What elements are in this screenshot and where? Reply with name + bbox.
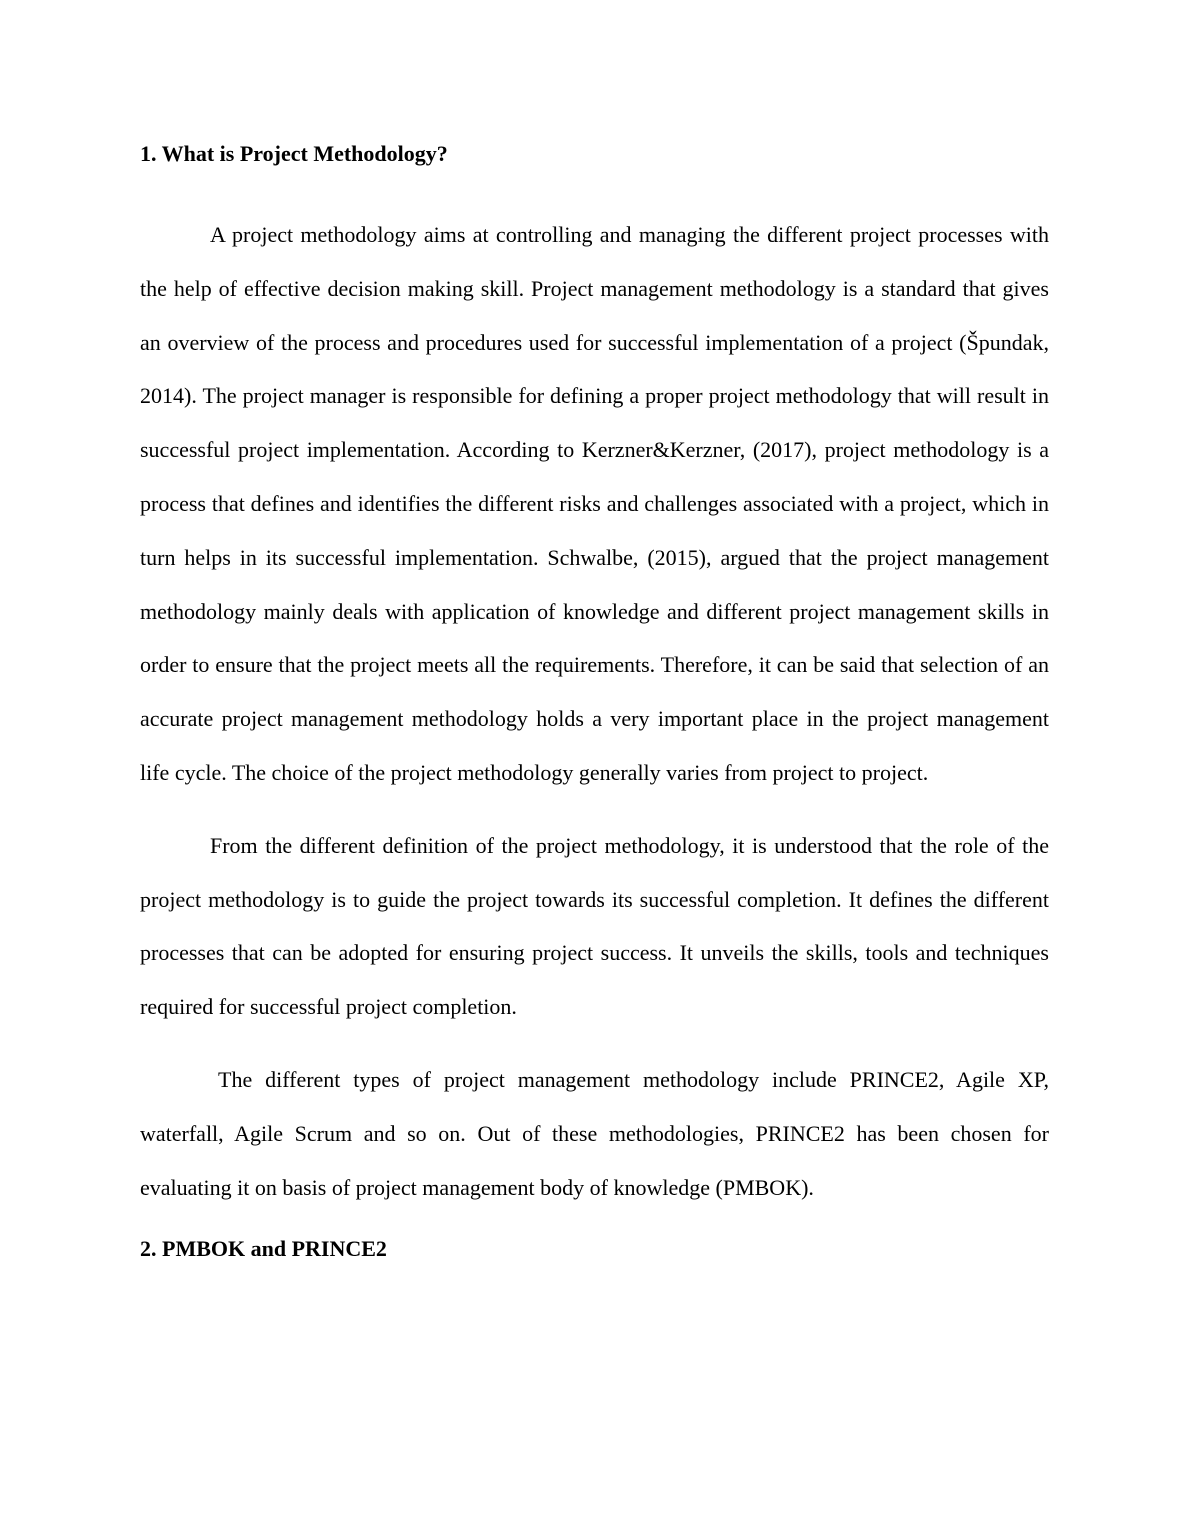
paragraph-definition: A project methodology aims at controlling and managing the different project processes with the help of effective decision making skill. Project management methodology is a standard that gives an overview of the process and procedures used for successful implementation of a project (Špundak, 2014). The project manager is responsible for defining a proper project methodology that will result in successful project implementation. According to Kerzner&Kerzner, (2017), project methodology is a process that defines and identifies the different risks and challenges associated with a project, which in turn helps in its successful implementation. Schwalbe, (2015), argued that the project management methodology mainly deals with application of knowledge and different project management skills in order to ensure that the project meets all the requirements. Therefore, it can be said that selection of an accurate project management methodology holds a very important place in the project management life cycle. The choice of the project methodology generally varies from project to project.	[140, 222, 1049, 785]
paragraph-types: The different types of project management methodology include PRINCE2, Agile XP, waterfall, Agile Scrum and so on. Out of these methodologies, PRINCE2 has been chosen for evaluating it on basis of project management body of knowledge (PMBOK).	[140, 1066, 1049, 1200]
section-heading-pmbok-and-prince2: 2. PMBOK and PRINCE2	[140, 1236, 387, 1262]
section-heading-what-is-project-methodology: 1. What is Project Methodology?	[140, 141, 448, 166]
paragraph-role: From the different definition of the project methodology, it is understood that the role of the project methodology is to guide the project towards its successful completion. It defines the different processes that can be adopted for ensuring project success. It unveils the skills, tools and techniques required for successful project completion.	[140, 832, 1049, 1020]
document-body	[140, 138, 1049, 1265]
